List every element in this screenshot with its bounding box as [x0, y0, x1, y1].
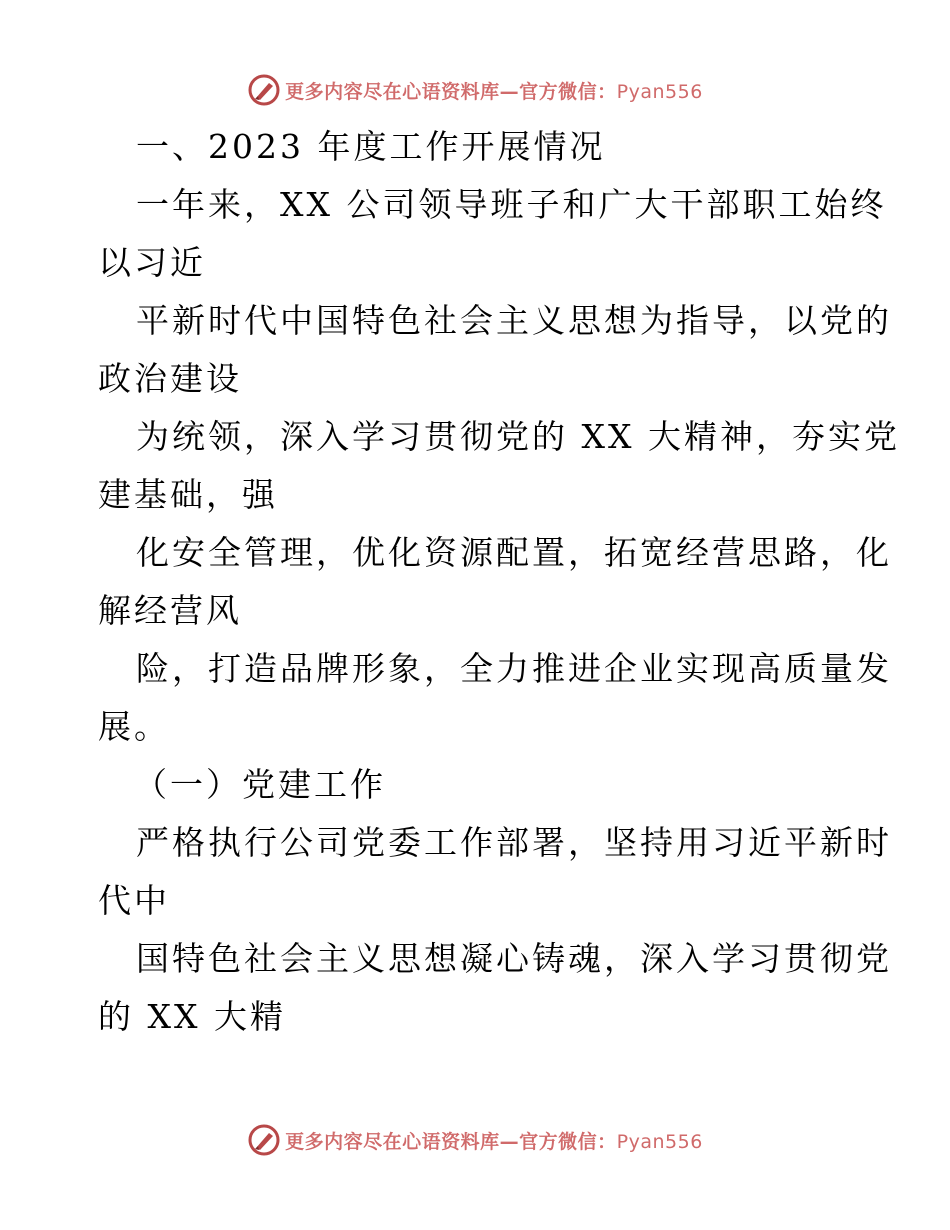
- subsection-heading: （一）党建工作: [134, 765, 386, 804]
- paragraph-line: 代中: [98, 881, 170, 920]
- section-heading: 一、2023 年度工作开展情况: [136, 127, 606, 166]
- paragraph-line: 以习近: [98, 243, 206, 282]
- paragraph-line: 平新时代中国特色社会主义思想为指导，以党的: [136, 301, 892, 340]
- header-watermark: [0, 70, 950, 110]
- paragraph-line: 险，打造品牌形象，全力推进企业实现高质量发: [136, 649, 892, 688]
- pen-nib-circle-icon: [247, 1123, 281, 1157]
- paragraph-line: 严格执行公司党委工作部署，坚持用习近平新时: [136, 823, 892, 862]
- paragraph-line: 国特色社会主义思想凝心铸魂，深入学习贯彻党: [136, 939, 892, 978]
- paragraph-line: 展。: [98, 707, 170, 746]
- document-body: [98, 118, 900, 1046]
- pen-nib-circle-icon: [247, 73, 281, 107]
- paragraph-line: 解经营风: [98, 591, 242, 630]
- watermark-text: 更多内容尽在心语资料库—官方微信：Pyan556: [285, 1130, 703, 1153]
- paragraph-line: 一年来，XX 公司领导班子和广大干部职工始终: [136, 185, 887, 224]
- paragraph-line: 化安全管理，优化资源配置，拓宽经营思路，化: [136, 533, 892, 572]
- paragraph-line: 政治建设: [98, 359, 242, 398]
- watermark-text: 更多内容尽在心语资料库—官方微信：Pyan556: [285, 80, 703, 103]
- paragraph-line: 的 XX 大精: [98, 997, 286, 1036]
- footer-watermark: [0, 1120, 950, 1160]
- paragraph-line: 为统领，深入学习贯彻党的 XX 大精神，夯实党: [136, 417, 900, 456]
- paragraph-line: 建基础，强: [98, 475, 278, 514]
